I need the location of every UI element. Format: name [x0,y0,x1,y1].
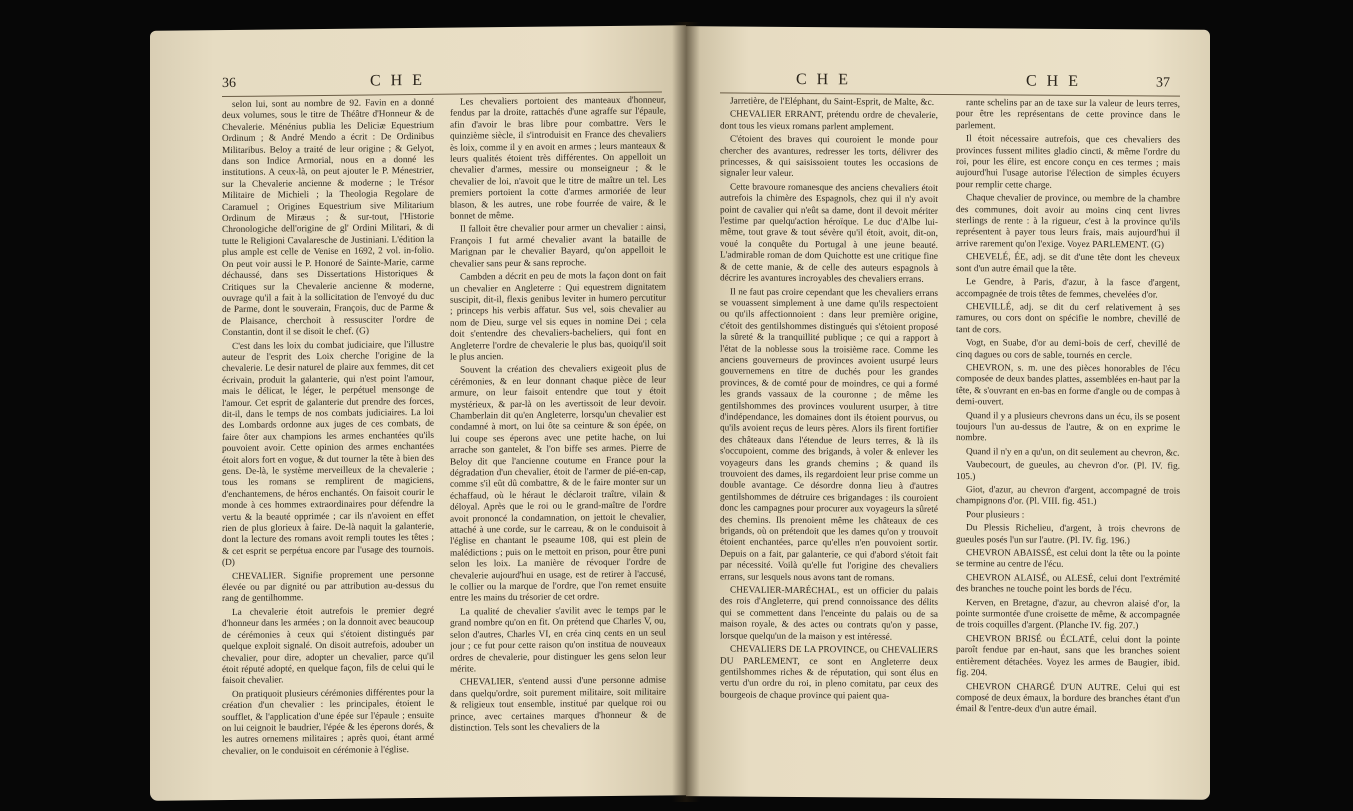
paragraph: Chaque chevalier de province, ou membre de la chambre des communes, doit avoir au moins cinq cent livres sterlings de rente : à la rigueur, c'est à la province qu'ils représentent à payer tous leurs frais, mais aujourd'hui il arrive rarement qu'on l'exige. Voyez PARLEMENT. (G) [956,193,1180,251]
paragraph: C'est dans les loix du combat judiciaire, que l'illustre auteur de l'esprit des Loix cherche l'origine de la chevalerie. Le desir naturel de plaire aux femmes, dit cet écrivain, produit la galanterie, qui n'est point l'amour, mais le délicat, le léger, le perpétuel mensonge de l'amour. Cet esprit de galanterie dut prendre des forces, dit-il, dans le temps de nos combats judiciaires. La loi des Lombards ordonne aux juges de ces combats, de faire ôter aux champions les armes enchantées qu'ils pouvoient avoir. Cette opinion des armes enchantées étoit alors fort en vogue, & dut tourner la tête à bien des gens. De-là, le système merveilleux de la chevalerie ; tous les romans se remplirent de magiciens, d'enchantemens, de héros enchantés. On faisoit courir le monde à ces hommes extraordinaires pour défendre la vertu & la beauté opprimée ; car ils n'avoient en effet rien de plus glorieux à faire. De-là naquit la galanterie, dont la lecture des romans avoit rempli toutes les têtes ; & cet esprit se perpétua encore par l'usage des tournois. (D) [222,339,434,569]
text-column [956,98,1180,790]
paragraph: Pour plusieurs : [966,509,1025,521]
page-number: 37 [1156,75,1170,91]
page-number: 36 [222,75,236,92]
text-column [450,95,666,787]
paragraph: CHEVRON, s. m. une des pièces honorables de l'écu composée de deux bandes plattes, assemblées en-haut par la tête, & s'ouvrant en en-bas en forme d'angle ou de compas à demi-ouvert. [956,363,1180,408]
paragraph: Kerven, en Bretagne, d'azur, au chevron alaisé d'or, la pointe surmontée d'une croisette de même, & accompagnée de trois coquilles d'argent. (Planche IV. fig. 207.) [956,597,1180,632]
paragraph: Quand il n'y en a qu'un, on dit seulement au chevron, &c. [966,446,1180,459]
paragraph: Jarretière, de l'Eléphant, du Saint-Esprit, de Malte, &c. [730,96,935,108]
paragraph: On pratiquoit plusieurs cérémonies différentes pour la création d'un chevalier : les principales, étoient le soufflet, & l'application d'une épée sur l'épaule ; ensuite on lui ceignoit le baudrier, l'épée & les éperons dorés, & les autres ornemens militaires ; après quoi, étant armé chevalier, on le conduisoit en cérémonie à l'église. [222,687,434,757]
paragraph: CHEVALIER-MARÉCHAL, est un officier du palais des rois d'Angleterre, qui prend connoissance des délits qui se commettent dans l'enceinte du palais ou de sa maison royale, & des actes ou contrats qu'on y passe, lorsque quelqu'un de la maison y est intéressé. [720,585,938,643]
paragraph: CHEVRON ABAISSÉ, est celui dont la tête ou la pointe se termine au centre de l'écu. [956,548,1180,571]
paragraph: Cambden a décrit en peu de mots la façon dont on fait un chevalier en Angleterre : Qui equestrem dignitatem suscipit, dit-il, flexis genibus leviter in humero percutitur ; princeps his verbis affatur. Sus vel, sois chevalier au nom de Dieu, surge vel sis eques in nomine Dei ; cela doit s'entendre des chevaliers-bacheliers, qui font en Angleterre l'ordre de chevalerie le plus bas, quoiqu'il soit le plus ancien. [450,270,666,363]
paragraph: Souvent la création des chevaliers exigeoit plus de cérémonies, & en leur donnant chaque pièce de leur armure, on leur faisoit entendre que tout y étoit mystérieux, & par-là on les avertissoit de leur devoir. Chamberlain dit qu'en Angleterre, lorsqu'un chevalier est condamné à mort, on lui ôte sa ceinture & son épée, on lui coupe ses éperons avec une petite hache, on lui arrache son gantelet, & l'on biffe ses armes. Pierre de Beloy dit que l'ancienne coutume en France pour la dégradation d'un chevalier, étoit de l'armer de pié-en-cap, comme s'il eût dû combattre, & de le faire monter sur un échaffaud, où le héraut le déclaroit traître, vilain & déloyal. Après que le roi ou le grand-maître de l'ordre avoit prononcé la condamnation, on jettoit le chevalier, attaché à une corde, sur le carreau, & on le conduisoit à l'église en chantant le pseaume 108, qui est plein de malédictions ; puis on le mettoit en prison, pour être puni selon les loix. La manière de révoquer l'ordre de chevalerie aujourd'hui en usage, est de retirer à l'accusé, le collier ou la marque de l'ordre, que l'on remet ensuite entre les mains du trésorier de cet ordre. [450,363,666,605]
paragraph: Cette bravoure romanesque des anciens chevaliers étoit autrefois la chimère des Espagnols, chez qui il n'y avoit point de cavalier qui n'eût sa dame, dont il devoit mériter l'estime par quelqu'action héroïque. Le duc d'Albe lui-même, tout grave & tout sévère qu'il étoit, avoit, dit-on, voué la conquête du Portugal à une jeune beauté. L'admirable roman de dom Quichotte est une critique fine & de cette manie, & de celle des auteurs espagnols à décrire les avantures incroyables des chevaliers errans. [720,182,938,285]
paragraph: Vaubecourt, de gueules, au chevron d'or. (Pl. IV. fig. 105.) [956,460,1180,482]
running-header: C H E [796,70,851,89]
right-page [686,26,1210,800]
book-gutter [672,22,700,802]
paragraph: Il ne faut pas croire cependant que les chevaliers errans se vouassent simplement à une dame qu'ils respectoient ou qu'ils affectionnoient : dans leur première origine, c'étoit des gentilshommes distingués qui s'étoient proposé la sûreté & la tranquillité publique ; ce qui a rapport à l'état de la noblesse sous la troisième race. Comme les anciens gouverneurs de provinces avoient usurpé leurs gouvernemens en titre de duchés pour les grandes provinces, & de comté pour de moindres, ce qui a formé les grands vassaux de la couronne ; de même les gentilshommes des provinces voulurent usurper, à titre d'indépendance, les domaines dont ils étoient pourvus, ou qu'ils avoient reçus de leurs pères. Alors ils firent fortifier des châteaux dans l'étendue de leurs terres, & là ils s'occupoient, comme des brigands, à voler & enlever les voyageurs dans les grands chemins ; & quand ils trouvoient des dames, ils regardoient leur prise comme un double avantage. Ce désordre donna lieu à d'autres gentilshommes de détruire ces brigandages : ils couroient donc les campagnes pour procurer aux voyageurs la sûreté des chemins. Ils prenoient même les châteaux de ces brigands, où on prétendoit que les dames qu'on y trouvoit étoient enchantées, parce qu'elles n'en pouvoient sortir. Depuis on a fait, par galanterie, ce qui d'abord s'étoit fait par nécessité. Voilà qu'elle fut l'origine des chevaliers errans, sur lesquels nous avons tant de romans. [720,286,938,584]
paragraph: CHEVALIER. Signifie proprement une personne élevée ou par dignité ou par attribution au-dessus du rang de gentilhomme. [222,569,434,605]
paragraph: La qualité de chevalier s'avilit avec le temps par le grand nombre qu'on en fit. On prétend que Charles V, ou, selon d'autres, Charles VI, en créa cinq cents en un seul jour ; ce fut pour cette raison qu'on institua de nouveaux ordres de chevalerie, pour distinguer les gens selon leur mérite. [450,605,666,675]
text-column [222,98,434,790]
paragraph: Le Gendre, à Paris, d'azur, à la fasce d'argent, accompagnée de trois têtes de femmes, chevelées d'or. [956,277,1180,300]
paragraph: Vogt, en Suabe, d'or au demi-bois de cerf, chevillé de cinq dagues ou cors de sable, tournés en cercle. [956,338,1180,361]
text-column [720,96,938,788]
paragraph: Quand il y a plusieurs chevrons dans un écu, ils se posent toujours l'un au-dessus de l'autre, & on en exprime le nombre. [956,410,1180,444]
paragraph: Giot, d'azur, au chevron d'argent, accompagné de trois champignons d'or. (Pl. VIII. fig. 451.) [956,485,1180,508]
paragraph: CHEVRON CHARGÉ D'UN AUTRE. Celui qui est composé de deux émaux, la bordure des branches étant d'un émail & l'entre-deux d'un autre émail. [956,681,1180,716]
paragraph: C'étoient des braves qui couroient le monde pour chercher des avantures, redresser les torts, délivrer des princesses, & qui saisissoient toutes les occasions de signaler leur valeur. [720,134,938,180]
paragraph: La chevalerie étoit autrefois le premier degré d'honneur dans les armées ; on la donnoit avec beaucoup de cérémonies à ceux qui s'étoient distingués par quelque exploit signalé. On disoit autrefois, adouber un chevalier, pour dire, adopter un chevalier, parce qu'il étoit réputé adopté, en quelque façon, fils de celui qui le faisoit chevalier. [222,605,434,687]
paragraph: Les chevaliers portoient des manteaux d'honneur, fendus par la droite, rattachés d'une agraffe sur l'épaule, afin d'avoir le bras libre pour combattre. Vers le quinzième siècle, il s'introduisit en France des chevaliers ès loix, comme il y en avoit en armes ; leurs manteaux & leurs qualités étoient très différentes. On appelloit un chevalier d'armes, messire ou monseigneur ; & le chevalier de loi, n'avoit que le titre de maître un tel. Les premiers portoient la cotte d'armes armoriée de leur blason, & les autres, une robe fourrée de vaire, & le bonnet de même. [450,95,666,222]
paragraph: selon lui, sont au nombre de 92. Favin en a donné deux volumes, sous le titre de Théâtre d'Honneur & de Chevalerie. Ménénius publia les Deliciæ Equestrium Ordinum ; & André Mendo a écrit : De Ordinibus Militaribus. Beloy a traité de leur origine ; & Gelyot, dans son Indice Armorial, nous en a donné les institutions. A ceux-là, on peut ajouter le P. Ménestrier, sur la Chevalerie ancienne & moderne ; le Trésor Militaire de Michieli ; la Theologia Regolare de Caramuel ; Origines Equestrium sive Militarium Ordinum de Miræus ; & sur-tout, l'Historie Chronologiche dell'origine de gl' Ordini Militari, & di tutte le Religioni Cavalaresche de Justiniani. L'édition la plus ample est celle de Venise en 1692, 2 vol. in-folio. On peut voir aussi le P. Honoré de Sainte-Marie, carme déchaussé, dans ses Dissertations Historiques & Critiques sur la Chevalerie ancienne & moderne, ouvrage qu'il a fait à la sollicitation de l'envoyé du duc de Parme, dont le souverain, François, duc de Parme & de Plaisance, cherchoit à ressusciter l'ordre de Constantin, dont il se disoit le chef. (G) [222,97,434,339]
paragraph: CHEVELÉ, ÉE, adj. se dit d'une tête dont les cheveux sont d'un autre émail que la tête. [956,252,1180,275]
paragraph: CHEVRON BRISÉ ou ÉCLATÉ, celui dont la pointe paroît fendue par en-haut, sans que les branches soient entièrement détachées. Voyez les armes de Baugier, ibid. fig. 204. [956,634,1180,679]
paragraph: Il falloit être chevalier pour armer un chevalier : ainsi, François I fut armé chevalier avant la bataille de Marignan par le chevalier Bayard, qu'on appelloit le chevalier sans peur & sans reproche. [450,222,666,270]
left-page [150,25,686,801]
paragraph: rante schelins par an de taxe sur la valeur de leurs terres, pour être les représentans de cette province dans le parlement. [956,98,1180,132]
paragraph: Il étoit nécessaire autrefois, que ces chevaliers des provinces fussent milites gladio cincti, & même l'ordre du roi, pour les élire, est encore conçu en ces termes ; mais aujourd'hui l'usage autorise l'élection de simples écuyers pour remplir cette charge. [956,134,1180,191]
paragraph: CHEVALIER ERRANT, prétendu ordre de chevalerie, dont tous les vieux romans parlent amplement. [720,109,938,133]
running-header: C H E [370,71,425,90]
paragraph: CHEVILLÉ, adj. se dit du cerf relativement à ses ramures, ou cors dont on spécifie le nombre, chevillé de tant de cors. [956,302,1180,336]
paragraph: CHEVALIERS DE LA PROVINCE, ou CHEVALIERS DU PARLEMENT, ce sont en Angleterre deux gentilshommes riches & de réputation, qui sont élus en vertu d'un ordre du roi, in pleno comitatu, par ceux des bourgeois de chaque province qui paient qua- [720,644,938,702]
paragraph: Du Plessis Richelieu, d'argent, à trois chevrons de gueules posés l'un sur l'autre. (Pl. IV. fig. 196.) [956,523,1180,546]
paragraph: CHEVRON ALAISÉ, ou ALESÉ, celui dont l'extrémité des branches ne touche point les bords de l'écu. [956,572,1180,596]
running-header: C H E [1026,72,1081,90]
paragraph: CHEVALIER, s'entend aussi d'une personne admise dans quelqu'ordre, soit purement militaire, soit militaire & religieux tout ensemble, institué par quelque roi ou prince, avec certaines marques d'honneur & de distinction. Tels sont les chevaliers de la [450,675,666,734]
